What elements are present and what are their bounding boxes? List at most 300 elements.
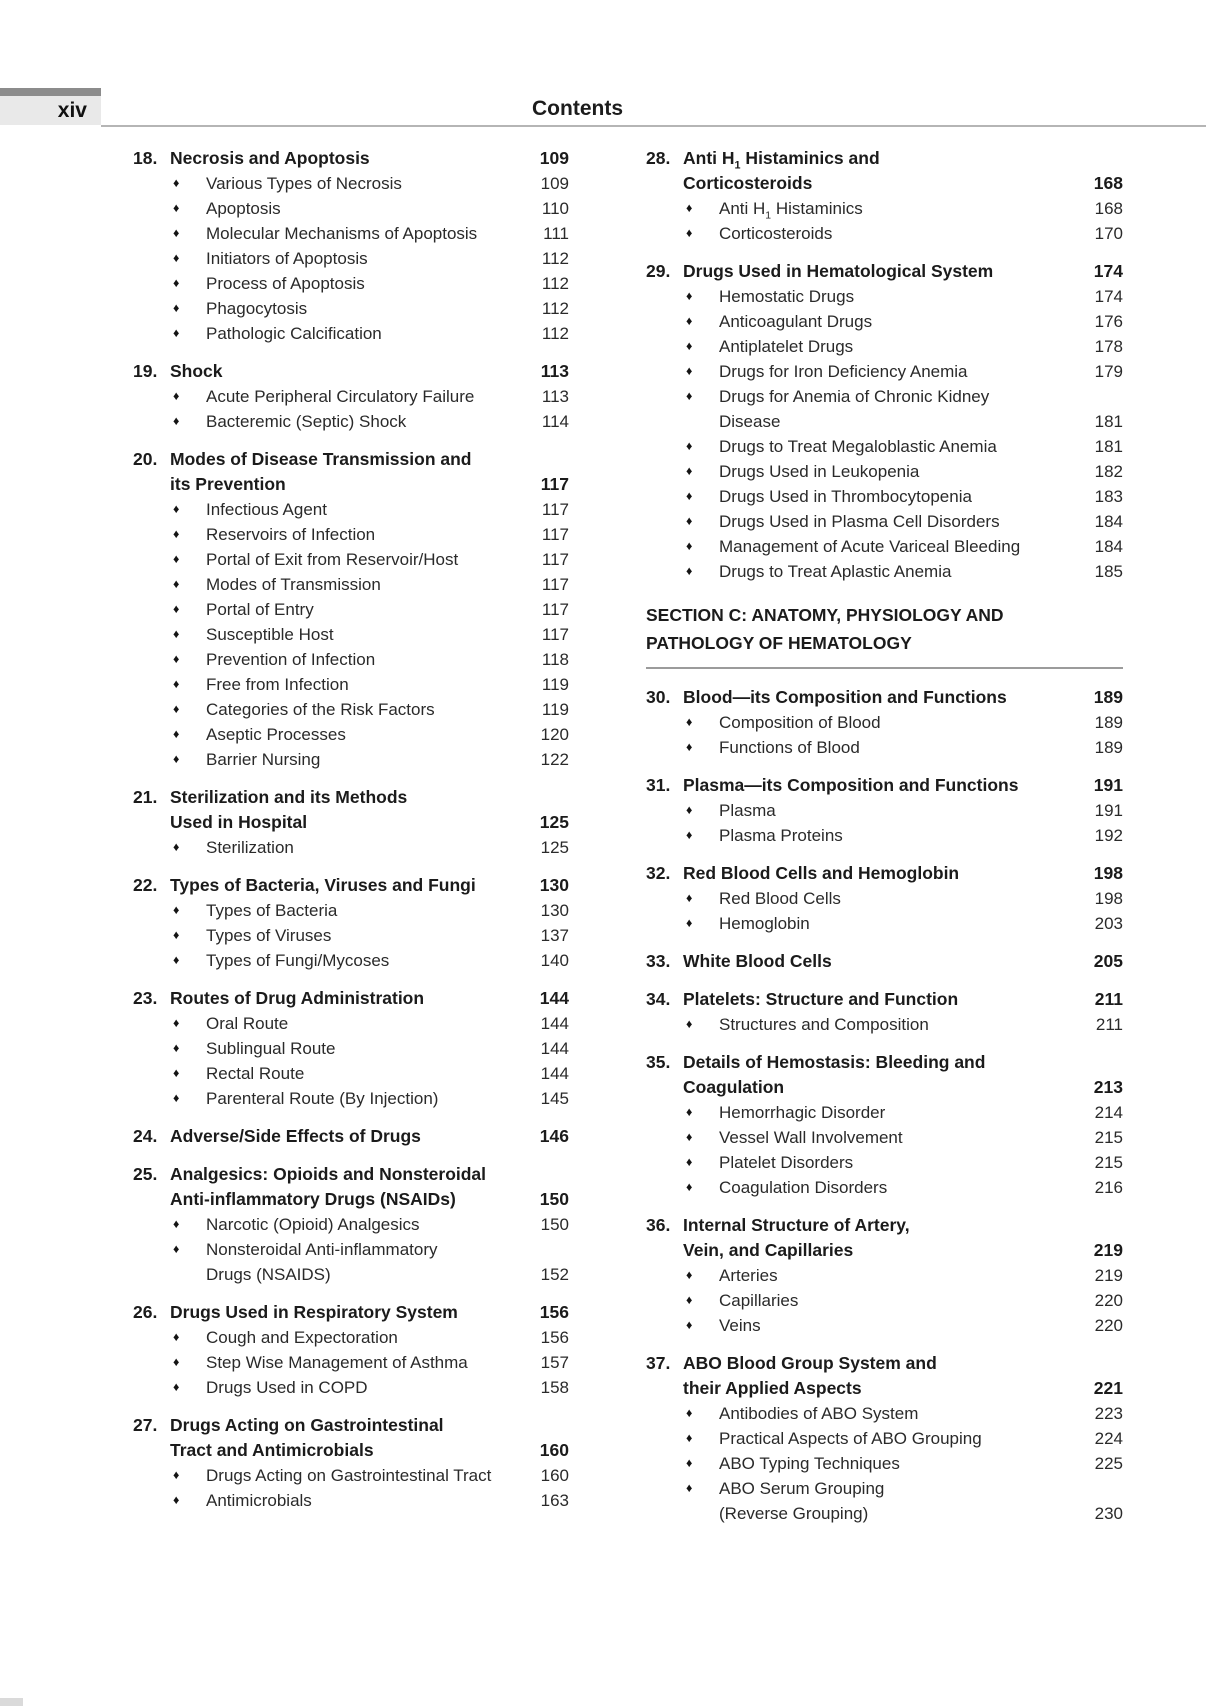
section-heading-line: PATHOLOGY OF HEMATOLOGY bbox=[646, 633, 912, 653]
chapter-title: Coagulation bbox=[683, 1077, 785, 1097]
chapter-title: Red Blood Cells and Hemoglobin bbox=[683, 863, 960, 883]
chapter-title: Modes of Disease Transmission and bbox=[170, 449, 472, 469]
toc-item-row bbox=[133, 597, 569, 622]
chapter-title: their Applied Aspects bbox=[683, 1378, 862, 1398]
toc-item-row bbox=[133, 384, 569, 409]
toc-item-row bbox=[646, 1451, 1123, 1476]
diamond-bullet-icon: ♦ bbox=[686, 715, 693, 729]
item-page-number: 112 bbox=[541, 324, 569, 343]
diamond-bullet-icon: ♦ bbox=[173, 928, 180, 942]
chapter-title: Vein, and Capillaries bbox=[683, 1240, 854, 1260]
item-title: Vessel Wall Involvement bbox=[719, 1128, 903, 1147]
toc-item-row bbox=[133, 1237, 569, 1262]
item-page-number: 158 bbox=[540, 1378, 569, 1397]
chapter-number: 18. bbox=[133, 148, 158, 168]
toc-chapter-title-row bbox=[133, 1438, 569, 1463]
toc-item-row bbox=[133, 672, 569, 697]
chapter-title: Drugs Used in Hematological System bbox=[683, 261, 994, 281]
diamond-bullet-icon: ♦ bbox=[173, 1468, 180, 1482]
chapter-title: Analgesics: Opioids and Nonsteroidal bbox=[170, 1164, 487, 1184]
item-title: Drugs (NSAIDS) bbox=[206, 1265, 331, 1284]
toc-item-row bbox=[646, 1401, 1123, 1426]
chapter-page-number: 198 bbox=[1093, 863, 1123, 883]
diamond-bullet-icon: ♦ bbox=[173, 602, 180, 616]
item-title: Structures and Composition bbox=[719, 1015, 929, 1034]
item-page-number: 220 bbox=[1094, 1316, 1123, 1335]
item-page-number: 220 bbox=[1094, 1291, 1123, 1310]
toc-chapter-title-row bbox=[646, 1351, 1123, 1376]
chapter-title: Adverse/Side Effects of Drugs bbox=[170, 1126, 421, 1146]
item-title: Prevention of Infection bbox=[206, 650, 376, 669]
item-title: Antimicrobials bbox=[206, 1491, 312, 1510]
diamond-bullet-icon: ♦ bbox=[686, 1180, 693, 1194]
page-corner-bar bbox=[0, 88, 101, 96]
item-title: Bacteremic (Septic) Shock bbox=[206, 412, 407, 431]
chapter-title: Shock bbox=[170, 361, 223, 381]
toc-item-row bbox=[133, 296, 569, 321]
item-page-number: 230 bbox=[1094, 1504, 1123, 1523]
chapter-title: ABO Blood Group System and bbox=[683, 1353, 937, 1373]
chapter-title: Details of Hemostasis: Bleeding and bbox=[683, 1052, 986, 1072]
diamond-bullet-icon: ♦ bbox=[686, 916, 693, 930]
item-title: Drugs Used in Leukopenia bbox=[719, 462, 920, 481]
chapter-title: Drugs Used in Respiratory System bbox=[170, 1302, 458, 1322]
item-page-number: 223 bbox=[1094, 1404, 1123, 1423]
toc-item-row bbox=[133, 647, 569, 672]
item-page-number: 191 bbox=[1094, 801, 1123, 820]
item-title: Aseptic Processes bbox=[206, 725, 346, 744]
toc-item-row bbox=[646, 911, 1123, 936]
diamond-bullet-icon: ♦ bbox=[173, 677, 180, 691]
diamond-bullet-icon: ♦ bbox=[686, 1431, 693, 1445]
chapter-page-number: 213 bbox=[1093, 1077, 1123, 1097]
toc-chapter-title-row bbox=[133, 447, 569, 472]
item-title: Antibodies of ABO System bbox=[719, 1404, 919, 1423]
item-page-number: 184 bbox=[1094, 537, 1123, 556]
toc-item-row bbox=[133, 271, 569, 296]
toc-chapter bbox=[646, 1213, 1123, 1338]
toc-item-row bbox=[133, 747, 569, 772]
item-page-number: 178 bbox=[1094, 337, 1123, 356]
item-title: Types of Viruses bbox=[206, 926, 332, 945]
toc-chapter-title-row bbox=[646, 171, 1123, 196]
item-page-number: 219 bbox=[1094, 1266, 1123, 1285]
item-page-number: 184 bbox=[1094, 512, 1123, 531]
chapter-title: Sterilization and its Methods bbox=[170, 787, 408, 807]
toc-item-row bbox=[646, 823, 1123, 848]
item-page-number: 150 bbox=[540, 1215, 569, 1234]
item-page-number: 225 bbox=[1094, 1454, 1123, 1473]
item-title: Arteries bbox=[719, 1266, 778, 1285]
diamond-bullet-icon: ♦ bbox=[173, 176, 180, 190]
toc-chapter-title-row bbox=[133, 359, 569, 384]
diamond-bullet-icon: ♦ bbox=[686, 539, 693, 553]
chapter-number: 34. bbox=[646, 989, 671, 1009]
diamond-bullet-icon: ♦ bbox=[686, 464, 693, 478]
item-page-number: 144 bbox=[540, 1039, 569, 1058]
diamond-bullet-icon: ♦ bbox=[173, 1380, 180, 1394]
toc-chapter-title-row bbox=[646, 259, 1123, 284]
chapter-page-number: 211 bbox=[1094, 989, 1123, 1009]
chapter-number: 32. bbox=[646, 863, 671, 883]
toc-chapter bbox=[133, 785, 569, 860]
chapter-title: Types of Bacteria, Viruses and Fungi bbox=[170, 875, 476, 895]
chapter-title: Tract and Antimicrobials bbox=[170, 1440, 374, 1460]
item-page-number: 189 bbox=[1094, 713, 1123, 732]
diamond-bullet-icon: ♦ bbox=[173, 1091, 180, 1105]
diamond-bullet-icon: ♦ bbox=[686, 891, 693, 905]
toc-item-row bbox=[646, 334, 1123, 359]
toc-item-row bbox=[133, 171, 569, 196]
diamond-bullet-icon: ♦ bbox=[173, 953, 180, 967]
item-title: Capillaries bbox=[719, 1291, 799, 1310]
item-title: Plasma Proteins bbox=[719, 826, 843, 845]
toc-item-row bbox=[133, 522, 569, 547]
item-title: Sublingual Route bbox=[206, 1039, 336, 1058]
toc-item-row bbox=[133, 1350, 569, 1375]
toc-chapter bbox=[646, 1351, 1123, 1526]
chapter-number bbox=[646, 1075, 683, 1100]
chapter-page-number: 156 bbox=[539, 1302, 569, 1322]
toc-item-row bbox=[646, 1012, 1123, 1037]
diamond-bullet-icon: ♦ bbox=[173, 1016, 180, 1030]
chapter-number bbox=[133, 1187, 170, 1212]
toc-chapter-title-row bbox=[133, 810, 569, 835]
toc-chapter-title-row bbox=[133, 1300, 569, 1325]
chapter-number: 29. bbox=[646, 261, 671, 281]
section-heading-line: SECTION C: ANATOMY, PHYSIOLOGY AND bbox=[646, 605, 1004, 625]
toc-item-row bbox=[133, 1036, 569, 1061]
item-page-number: 111 bbox=[543, 224, 569, 243]
toc-item-row bbox=[133, 898, 569, 923]
item-title: Sterilization bbox=[206, 838, 294, 857]
diamond-bullet-icon: ♦ bbox=[173, 326, 180, 340]
chapter-number: 19. bbox=[133, 361, 158, 381]
item-page-number: 203 bbox=[1094, 914, 1123, 933]
item-title: Drugs Used in Plasma Cell Disorders bbox=[719, 512, 1000, 531]
item-page-number: 182 bbox=[1094, 462, 1123, 481]
diamond-bullet-icon: ♦ bbox=[686, 289, 693, 303]
toc-item-row bbox=[646, 735, 1123, 760]
toc-item-row bbox=[646, 559, 1123, 584]
item-page-number: 214 bbox=[1094, 1103, 1123, 1122]
chapter-title: Plasma—its Composition and Functions bbox=[683, 775, 1019, 795]
toc-item-row bbox=[646, 1313, 1123, 1338]
item-title: Initiators of Apoptosis bbox=[206, 249, 368, 268]
diamond-bullet-icon: ♦ bbox=[173, 652, 180, 666]
item-page-number: 144 bbox=[540, 1064, 569, 1083]
item-title: Susceptible Host bbox=[206, 625, 334, 644]
item-page-number: 122 bbox=[540, 750, 569, 769]
diamond-bullet-icon: ♦ bbox=[686, 828, 693, 842]
item-title: Phagocytosis bbox=[206, 299, 308, 318]
diamond-bullet-icon: ♦ bbox=[173, 1066, 180, 1080]
item-title: Rectal Route bbox=[206, 1064, 305, 1083]
toc-item-row bbox=[646, 1175, 1123, 1200]
item-title: Drugs for Anemia of Chronic Kidney bbox=[719, 387, 990, 406]
diamond-bullet-icon: ♦ bbox=[173, 502, 180, 516]
diamond-bullet-icon bbox=[173, 1262, 206, 1287]
diamond-bullet-icon: ♦ bbox=[173, 1041, 180, 1055]
chapter-number: 22. bbox=[133, 875, 158, 895]
toc-item-row bbox=[646, 886, 1123, 911]
toc-chapter bbox=[133, 1124, 569, 1149]
chapter-number bbox=[133, 1438, 170, 1463]
item-title: Oral Route bbox=[206, 1014, 289, 1033]
chapter-title: Drugs Acting on Gastrointestinal bbox=[170, 1415, 444, 1435]
item-title: Infectious Agent bbox=[206, 500, 327, 519]
item-title: Management of Acute Variceal Bleeding bbox=[719, 537, 1021, 556]
toc-item-row bbox=[133, 1375, 569, 1400]
item-title: Drugs to Treat Aplastic Anemia bbox=[719, 562, 952, 581]
item-page-number: 117 bbox=[541, 525, 569, 544]
chapter-title: Internal Structure of Artery, bbox=[683, 1215, 910, 1235]
item-title: Portal of Exit from Reservoir/Host bbox=[206, 550, 459, 569]
item-page-number: 113 bbox=[541, 387, 569, 406]
toc-item-row bbox=[646, 1476, 1123, 1501]
diamond-bullet-icon: ♦ bbox=[686, 803, 693, 817]
diamond-bullet-icon: ♦ bbox=[173, 627, 180, 641]
toc-item-row bbox=[133, 547, 569, 572]
diamond-bullet-icon: ♦ bbox=[686, 1155, 693, 1169]
chapter-title: Corticosteroids bbox=[683, 173, 813, 193]
section-divider-rule bbox=[646, 667, 1123, 669]
chapter-title: its Prevention bbox=[170, 474, 286, 494]
item-title: Portal of Entry bbox=[206, 600, 314, 619]
item-page-number: 120 bbox=[540, 725, 569, 744]
chapter-page-number: 117 bbox=[540, 474, 569, 494]
item-title: Veins bbox=[719, 1316, 761, 1335]
diamond-bullet-icon: ♦ bbox=[686, 201, 693, 215]
item-page-number: 145 bbox=[540, 1089, 569, 1108]
chapter-number: 25. bbox=[133, 1164, 158, 1184]
diamond-bullet-icon: ♦ bbox=[173, 301, 180, 315]
diamond-bullet-icon: ♦ bbox=[173, 903, 180, 917]
diamond-bullet-icon: ♦ bbox=[686, 226, 693, 240]
toc-item-row bbox=[646, 409, 1123, 434]
toc-item-row bbox=[133, 1212, 569, 1237]
item-page-number: 181 bbox=[1094, 437, 1123, 456]
diamond-bullet-icon: ♦ bbox=[686, 1456, 693, 1470]
item-page-number: 181 bbox=[1094, 412, 1123, 431]
diamond-bullet-icon: ♦ bbox=[173, 577, 180, 591]
item-page-number: 215 bbox=[1094, 1153, 1123, 1172]
toc-item-row bbox=[646, 1426, 1123, 1451]
diamond-bullet-icon: ♦ bbox=[686, 1268, 693, 1282]
toc-item-row bbox=[646, 459, 1123, 484]
item-title: ABO Typing Techniques bbox=[719, 1454, 900, 1473]
item-title: Drugs for Iron Deficiency Anemia bbox=[719, 362, 968, 381]
item-title: Various Types of Necrosis bbox=[206, 174, 402, 193]
item-title: Disease bbox=[719, 412, 781, 431]
chapter-title: White Blood Cells bbox=[683, 951, 832, 971]
item-page-number: 189 bbox=[1094, 738, 1123, 757]
item-page-number: 160 bbox=[540, 1466, 569, 1485]
toc-item-row bbox=[646, 196, 1123, 221]
item-page-number: 152 bbox=[540, 1265, 569, 1284]
chapter-number: 30. bbox=[646, 687, 671, 707]
item-title: Acute Peripheral Circulatory Failure bbox=[206, 387, 475, 406]
chapter-number: 27. bbox=[133, 1415, 158, 1435]
diamond-bullet-icon: ♦ bbox=[173, 251, 180, 265]
item-title: Functions of Blood bbox=[719, 738, 860, 757]
item-page-number: 157 bbox=[540, 1353, 569, 1372]
toc-chapter-title-row bbox=[646, 1050, 1123, 1075]
toc-chapter bbox=[133, 1300, 569, 1400]
item-title: Apoptosis bbox=[206, 199, 281, 218]
toc-item-row bbox=[646, 1100, 1123, 1125]
chapter-number bbox=[646, 1376, 683, 1401]
item-title: Drugs Used in Thrombocytopenia bbox=[719, 487, 972, 506]
chapter-page-number: 191 bbox=[1093, 775, 1123, 795]
diamond-bullet-icon bbox=[686, 1501, 719, 1526]
section-heading bbox=[646, 601, 1123, 669]
item-page-number: 183 bbox=[1094, 487, 1123, 506]
item-title: (Reverse Grouping) bbox=[719, 1504, 869, 1523]
item-page-number: 170 bbox=[1094, 224, 1123, 243]
item-page-number: 144 bbox=[540, 1014, 569, 1033]
diamond-bullet-icon: ♦ bbox=[686, 1406, 693, 1420]
item-page-number: 176 bbox=[1094, 312, 1123, 331]
diamond-bullet-icon: ♦ bbox=[686, 489, 693, 503]
item-page-number: 118 bbox=[541, 650, 569, 669]
toc-chapter bbox=[133, 447, 569, 772]
item-title: Pathologic Calcification bbox=[206, 324, 382, 343]
item-title: Hemostatic Drugs bbox=[719, 287, 855, 306]
item-title: Molecular Mechanisms of Apoptosis bbox=[206, 224, 478, 243]
toc-chapter-title-row bbox=[646, 1376, 1123, 1401]
toc-chapter-title-row bbox=[133, 986, 569, 1011]
chapter-page-number: 160 bbox=[539, 1440, 569, 1460]
toc-chapter-title-row bbox=[646, 1075, 1123, 1100]
chapter-page-number: 219 bbox=[1093, 1240, 1123, 1260]
item-page-number: 117 bbox=[541, 575, 569, 594]
chapter-title: Blood—its Composition and Functions bbox=[683, 687, 1007, 707]
item-title: Corticosteroids bbox=[719, 224, 833, 243]
item-page-number: 224 bbox=[1094, 1429, 1123, 1448]
toc-chapter-title-row bbox=[133, 472, 569, 497]
toc-item-row bbox=[133, 622, 569, 647]
toc-chapter-title-row bbox=[133, 1413, 569, 1438]
chapter-page-number: 130 bbox=[539, 875, 569, 895]
chapter-number: 23. bbox=[133, 988, 158, 1008]
item-page-number: 119 bbox=[541, 675, 569, 694]
item-title: Hemorrhagic Disorder bbox=[719, 1103, 886, 1122]
page-bottom-mark bbox=[0, 1698, 23, 1706]
item-page-number: 156 bbox=[540, 1328, 569, 1347]
toc-chapter bbox=[646, 773, 1123, 848]
item-page-number: 110 bbox=[541, 199, 569, 218]
toc-item-row bbox=[133, 1325, 569, 1350]
chapter-page-number: 150 bbox=[539, 1189, 569, 1209]
toc-item-row bbox=[133, 246, 569, 271]
item-title: Platelet Disorders bbox=[719, 1153, 854, 1172]
chapter-number bbox=[133, 810, 170, 835]
toc-item-row bbox=[133, 1488, 569, 1513]
chapter-title: Used in Hospital bbox=[170, 812, 308, 832]
chapter-page-number: 144 bbox=[539, 988, 569, 1008]
toc-chapter-title-row bbox=[646, 685, 1123, 710]
diamond-bullet-icon: ♦ bbox=[173, 752, 180, 766]
chapter-title: Necrosis and Apoptosis bbox=[170, 148, 370, 168]
diamond-bullet-icon: ♦ bbox=[686, 1318, 693, 1332]
toc-chapter-title-row bbox=[133, 785, 569, 810]
diamond-bullet-icon: ♦ bbox=[173, 840, 180, 854]
toc-item-row bbox=[646, 359, 1123, 384]
item-title: Drugs Acting on Gastrointestinal Tract bbox=[206, 1466, 492, 1485]
item-title: Anticoagulant Drugs bbox=[719, 312, 873, 331]
diamond-bullet-icon: ♦ bbox=[686, 1481, 693, 1495]
toc-item-row bbox=[646, 484, 1123, 509]
item-title: Cough and Expectoration bbox=[206, 1328, 398, 1347]
toc-chapter bbox=[133, 1413, 569, 1513]
diamond-bullet-icon: ♦ bbox=[686, 1105, 693, 1119]
item-title: Red Blood Cells bbox=[719, 889, 841, 908]
diamond-bullet-icon: ♦ bbox=[686, 339, 693, 353]
chapter-page-number: 221 bbox=[1093, 1378, 1123, 1398]
diamond-bullet-icon: ♦ bbox=[686, 314, 693, 328]
toc-chapter bbox=[646, 259, 1123, 584]
chapter-title: Platelets: Structure and Function bbox=[683, 989, 959, 1009]
toc-item-row bbox=[133, 196, 569, 221]
diamond-bullet-icon: ♦ bbox=[173, 702, 180, 716]
diamond-bullet-icon: ♦ bbox=[686, 514, 693, 528]
toc-item-row bbox=[133, 948, 569, 973]
toc-chapter bbox=[646, 685, 1123, 760]
toc-item-row bbox=[646, 534, 1123, 559]
chapter-number: 37. bbox=[646, 1353, 671, 1373]
item-title: Parenteral Route (By Injection) bbox=[206, 1089, 439, 1108]
diamond-bullet-icon: ♦ bbox=[173, 1330, 180, 1344]
diamond-bullet-icon: ♦ bbox=[173, 527, 180, 541]
diamond-bullet-icon: ♦ bbox=[686, 564, 693, 578]
item-page-number: 117 bbox=[541, 625, 569, 644]
item-title: Nonsteroidal Anti-inflammatory bbox=[206, 1240, 438, 1259]
toc-item-row bbox=[646, 284, 1123, 309]
chapter-number: 31. bbox=[646, 775, 671, 795]
diamond-bullet-icon: ♦ bbox=[173, 414, 180, 428]
item-page-number: 117 bbox=[541, 550, 569, 569]
toc-chapter-title-row bbox=[133, 1162, 569, 1187]
chapter-title: Anti $H_1$ Histaminics and bbox=[683, 148, 880, 172]
toc-item-row bbox=[133, 1061, 569, 1086]
item-page-number: 179 bbox=[1094, 362, 1123, 381]
item-title: Drugs to Treat Megaloblastic Anemia bbox=[719, 437, 997, 456]
item-page-number: 185 bbox=[1094, 562, 1123, 581]
item-page-number: 112 bbox=[541, 249, 569, 268]
toc-chapter bbox=[133, 359, 569, 434]
toc-chapter bbox=[646, 987, 1123, 1037]
page-title: Contents bbox=[532, 97, 623, 120]
chapter-title: Anti-inflammatory Drugs (NSAIDs) bbox=[170, 1189, 456, 1209]
item-title: ABO Serum Grouping bbox=[719, 1479, 885, 1498]
item-page-number: 112 bbox=[541, 299, 569, 318]
toc-chapter-title-row bbox=[646, 949, 1123, 974]
item-page-number: 140 bbox=[540, 951, 569, 970]
item-page-number: 174 bbox=[1094, 287, 1123, 306]
toc-chapter-title-row bbox=[133, 873, 569, 898]
chapter-number: 28. bbox=[646, 148, 671, 168]
chapter-number: 20. bbox=[133, 449, 158, 469]
diamond-bullet-icon: ♦ bbox=[173, 727, 180, 741]
diamond-bullet-icon: ♦ bbox=[173, 276, 180, 290]
chapter-number: 35. bbox=[646, 1052, 671, 1072]
item-title: Practical Aspects of ABO Grouping bbox=[719, 1429, 982, 1448]
toc-chapter-title-row bbox=[646, 1213, 1123, 1238]
diamond-bullet-icon: ♦ bbox=[686, 439, 693, 453]
toc-item-row bbox=[133, 572, 569, 597]
item-title: Reservoirs of Infection bbox=[206, 525, 376, 544]
